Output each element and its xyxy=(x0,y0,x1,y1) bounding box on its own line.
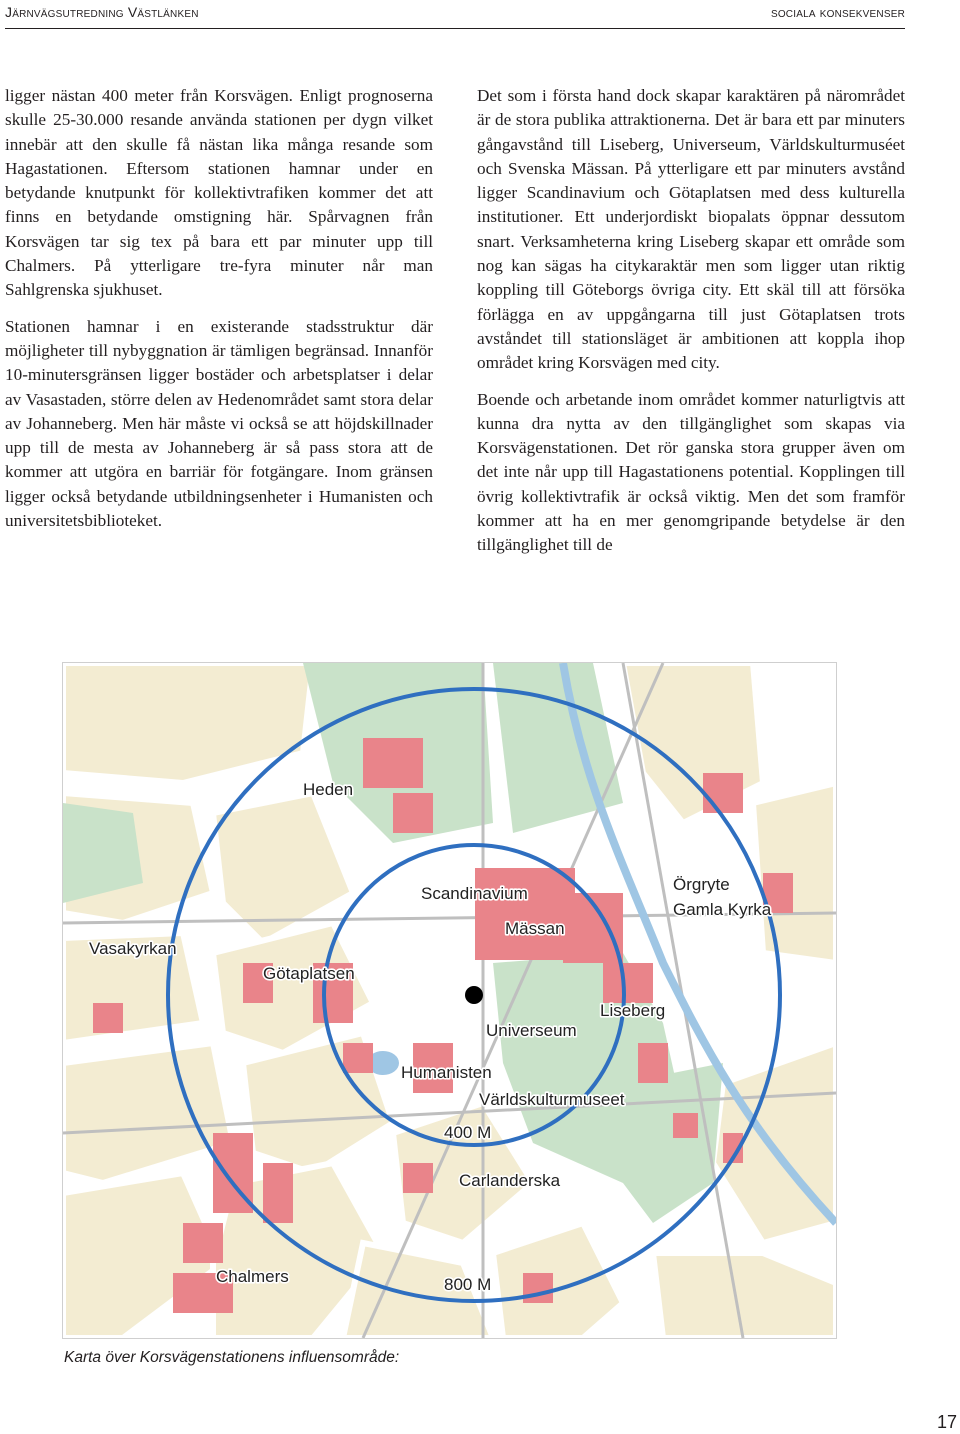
label-gotaplatsen: Götaplatsen xyxy=(263,964,355,983)
label-massan: Mässan xyxy=(505,919,565,938)
building xyxy=(638,1043,668,1083)
building xyxy=(703,773,743,813)
building xyxy=(363,738,423,788)
label-vasakyrkan: Vasakyrkan xyxy=(89,939,177,958)
label-gamla-kyrka: Gamla Kyrka xyxy=(673,900,772,919)
label-universeum: Universeum xyxy=(486,1021,577,1040)
label-humanisten: Humanisten xyxy=(401,1063,492,1082)
label-heden: Heden xyxy=(303,780,354,799)
label-carlanderska: Carlanderska xyxy=(459,1171,561,1190)
paragraph: Det som i första hand dock skapar karaktären på närområdet är de stora publika attraktionerna. Det är bara ett par minuters gångavstånd till Liseberg, Universeum, Världskulturmuséet och Svenska Mässan. På ytterligare ett par minuters avstånd ligger Scandinavium och Götaplatsen med dess kulturella institutioner. Ett underjordiskt biopalats öppnar dessutom snart. Verksamheterna kring Liseberg skapar ett område som nog kan sägas ha citykaraktär men som ligger utan riktig koppling till Göteborgs övriga city. Ett skäl till att försöka förlägga en av uppgångarna till just Götaplatsen trots avståndet till stationsläget är ambitionen att koppla ihop området kring Korsvägen med city. xyxy=(477,86,905,373)
header-section: sociala konsekvenser xyxy=(770,4,905,20)
label-liseberg: Liseberg xyxy=(600,1001,666,1020)
label-400m: 400 M xyxy=(444,1123,492,1142)
paragraph: ligger nästan 400 meter från Korsvägen. Enligt prognoserna skulle 25-30.000 resande använda stationen per dygn vilket innebär att den skulle få nästan lika många resande som Hagastationen. Eftersom stationen hamnar under en betydande knutpunkt för kollektivtrafiken kommer det att finns en betydande omstigning här. Spårvagnen från Korsvägen tar sig tex på bara ett par minuter upp till Chalmers. På ytterligare tre-fyra minuter når man Sahlgrenska sjukhuset. xyxy=(5,86,433,300)
label-varldskultur: Världskulturmuseet xyxy=(479,1090,625,1109)
building xyxy=(673,1113,698,1138)
page-number: 17 xyxy=(936,1412,957,1432)
paragraph: Boende och arbetande inom området kommer naturligtvis att kunna dra nytta av den tillgänglighet som skapas via Korsvägenstationen. Det rör ganska stora grupper även om det inte når upp till Hagastationens potential. Kopplingen till övrig kollektivtrafik är också viktig. Men det som framför kommer att ha en mer genomgripande betydelse är den tillgänglighet till de xyxy=(477,389,905,555)
building xyxy=(93,1003,123,1033)
paragraph: Stationen hamnar i en existerande stadsstruktur där möjligheter till nybyggnation är tämligen begränsad. Innanför 10-minutersgränsen ligger bostäder och arbetsplatser i delar av Vasastaden, större delen av Hedenområdet samt stora delar av Johanneberg. Men här måste vi också se att höjdskillnader upp till de mesta av Johanneberg är så pass stora att de kommer att utgöra en barriär för fotgängare. Inom gränsen ligger också betydande utbildningsenheter i Humanisten och universitetsbiblioteket. xyxy=(5,316,433,531)
building xyxy=(603,963,653,1003)
label-orgryte: Örgryte xyxy=(673,875,730,894)
label-chalmers: Chalmers xyxy=(216,1267,289,1286)
header-title: Järnvägsutredning Västlänken xyxy=(5,4,199,20)
station-marker xyxy=(465,986,483,1004)
building-scandinavium xyxy=(475,868,575,960)
text-column-left xyxy=(5,84,433,545)
map-svg xyxy=(63,663,836,1338)
building xyxy=(393,793,433,833)
header-rule xyxy=(5,28,905,29)
map-caption: Karta över Korsvägenstationens influensområde: xyxy=(64,1349,400,1366)
text-column-right xyxy=(477,84,905,570)
influence-map xyxy=(62,662,837,1339)
building xyxy=(523,1273,553,1303)
label-scandinavium: Scandinavium xyxy=(421,884,528,903)
building xyxy=(183,1223,223,1263)
building xyxy=(343,1043,373,1073)
building xyxy=(403,1163,433,1193)
label-800m: 800 M xyxy=(444,1275,492,1294)
building xyxy=(263,1163,293,1223)
